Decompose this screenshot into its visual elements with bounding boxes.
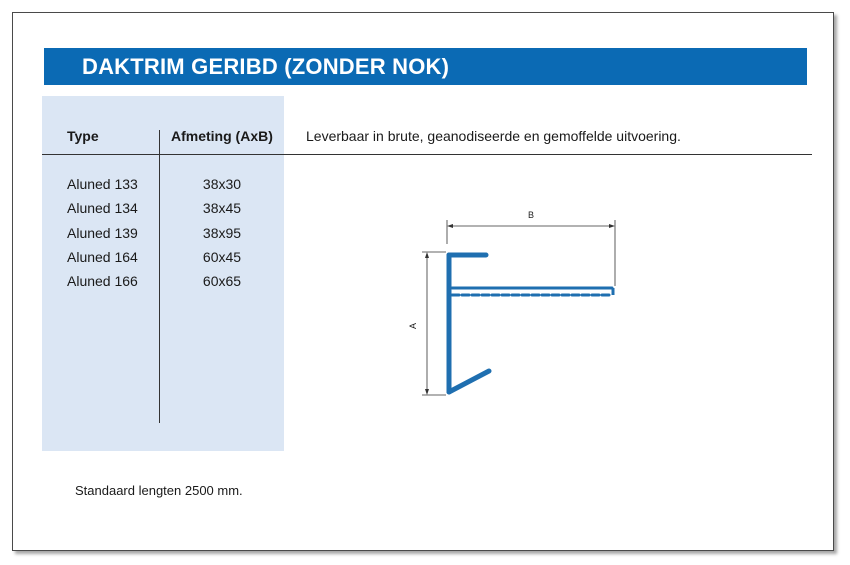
profile-shape	[449, 255, 613, 392]
cell-size: 38x30	[202, 176, 242, 192]
dimension-a	[408, 252, 446, 395]
cell-type: Aluned 133	[67, 176, 138, 192]
availability-description: Leverbaar in brute, geanodiseerde en gemoffelde uitvoering.	[306, 128, 681, 144]
cell-size: 38x45	[202, 200, 242, 217]
standard-length-note: Standaard lengten 2500 mm.	[75, 483, 243, 498]
table-row	[0, 176, 290, 200]
column-header-type: Type	[67, 128, 99, 144]
cell-type: Aluned 134	[67, 200, 138, 217]
column-header-size: Afmeting (AxB)	[171, 128, 273, 144]
cell-size: 38x95	[202, 224, 242, 241]
header-divider	[42, 154, 812, 155]
table-row	[0, 249, 290, 273]
cell-type: Aluned 164	[67, 248, 138, 265]
table-row	[0, 273, 290, 297]
cell-size: 60x65	[202, 273, 242, 290]
dimension-b	[447, 210, 615, 286]
table-row	[0, 200, 290, 224]
profile-cross-section-diagram	[400, 200, 630, 410]
title-bar	[44, 48, 807, 85]
dimension-b-label: B	[527, 210, 535, 220]
table-row	[0, 225, 290, 249]
spec-table-body	[0, 176, 290, 297]
cell-type: Aluned 139	[67, 224, 138, 241]
cell-size: 60x45	[202, 248, 242, 265]
cell-type: Aluned 166	[67, 273, 138, 290]
page-title: DAKTRIM GERIBD (ZONDER NOK)	[82, 54, 450, 79]
dimension-a-label: A	[408, 322, 418, 330]
